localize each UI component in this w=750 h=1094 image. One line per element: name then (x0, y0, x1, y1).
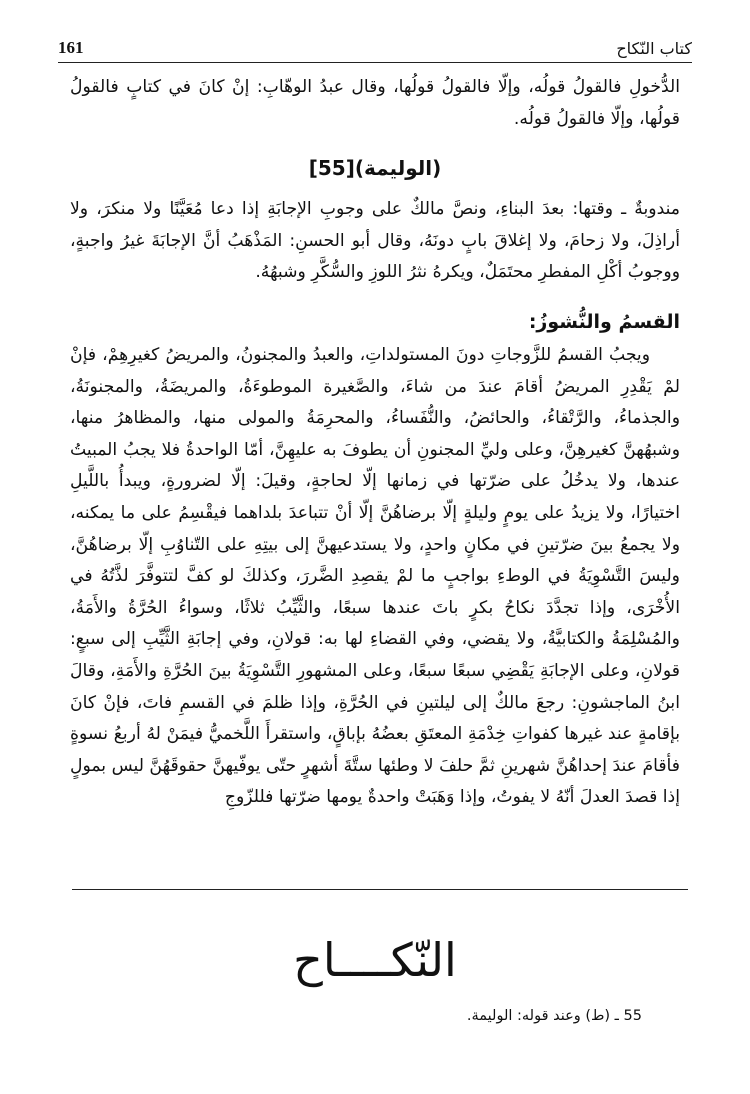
section-heading: (الوليمة)[55] (308, 156, 442, 180)
running-header (58, 28, 692, 58)
running-title: كتاب النّكاح (616, 39, 692, 58)
header-rule (58, 62, 692, 63)
footnote-rule (72, 889, 688, 890)
chapter-title-ornament: النّكــــاح (293, 933, 457, 987)
intro-paragraph-block (70, 72, 680, 135)
footnote: 55 ـ (ط) وعند قوله: الوليمة. (466, 1008, 642, 1024)
qasm-paragraph: ويجبُ القسمُ للزَّوجاتِ دونَ المستولداتِ، والعبدُ والمجنونُ، والمريضُ كغيرِهِمْ، فإنْ لمْ يَقْدِرِ المريضُ أقامَ عندَ من شاءَ، والصَّغيرة الموطوءَةُ، والمريضَةُ، والمجنونَةُ، والجذماءُ، والرَّتْقاءُ، والحائضُ، والنُّفَساءُ، والمحرِمَةُ والمولى منها، والمظاهرُ منها، وشبهُهنَّ كغيرهِنَّ، وعلى وليِّ المجنونِ أن يطوفَ به عليهِنَّ، أمّا الواحدةُ فلا يجبُ المبيتُ عندها، ولا يدخُلُ على ضرّتها في زمانها إلّا لحاجةٍ، وقيلَ: إلّا لضرورةٍ، ويبدأُ باللَّيلِ اختيارًا، ولا يزيدُ على يومٍ وليلةٍ إلّا برضاهُنَّ إلّا أنْ تتباعدَ بلداهما فيقْسِمُ على ما يمكنه، ولا يجمعُ بينَ ضرّتينِ في مكانٍ واحدٍ، ولا يستدعيهنَّ إلى بيتِهِ على التّناوُبِ إلّا برضاهُنَّ، وليسَ التَّسْوِيَةُ في الوطءِ بواجبٍ ما لمْ يقصِدِ الضَّررَ، وكذلكَ لو كفَّ لتتوفَّرَ لذَّتُهُ في الأُخْرَى، وإذا تجدَّدَ نكاحُ بكرٍ باتَ عندها سبعًا، والثَّيِّبُ ثلاثًا، وسواءُ الحُرَّةُ والأَمَةُ، والمُسْلِمَةُ والكتابيَّةُ، ولا يقضي، وفي القضاءِ لها به: قولانِ، وفي إجابَةِ الثَّيِّبِ إلى سبعٍ: قولانِ، وعلى الإجابَةِ يَقْضِي سبعًا سبعًا، وعلى المشهورِ التَّسْوِيَةُ بينَ الحُرَّةِ والأَمَةِ، وقالَ ابنُ الماجشونِ: رجعَ مالكٌ إلى ليلتينِ في الحُرَّةِ، وإذا ظلمَ في القسمِ فاتَ، فإنْ كانَ بإقامةٍ عند غيرها كفواتِ خِدْمَةِ المعتَقِ بعضُهُ بإباقٍ، واستقرأَ اللَّخميُّ فيمَنْ لهُ أربعُ نسوةٍ فأقامَ عندَ إحداهُنَّ شهرينِ ثمَّ حلفَ لا وطئها ستَّةَ أشهرٍ حتّى يوفّيهنَّ حقوقَهُنَّ ليس بمولٍ إذا قصدَ العدلَ أنّهُ لا يفوتُ، وإذا وَهَبَتْ واحدةٌ يومها ضرّتها فللزّوجِ (70, 345, 680, 808)
walima-paragraph: مندوبةٌ ـ وقتها: بعدَ البناءِ، ونصَّ مالكٌ على وجوبِ الإجابَةِ إذا دعا مُعَيَّنًا ولا منكرَ، ولا أراذِلَ، ولا زحامَ، ولا إغلاقَ بابٍ دونَهُ، وقال أبو الحسنِ: المَذْهَبُ أنَّ الإجابَةَ غيرُ واجبةٍ، ووجوبُ أكْلِ المفطرِ محتَمَلٌ، ويكرهُ نثرُ اللوزِ والسُّكَّرِ وشبهُهُ. (70, 199, 680, 283)
intro-paragraph: الدُّخولِ فالقولُ قولُه، وإلّا فالقولُ قولُها، وقال عبدُ الوهّابِ: إنْ كانَ في كتابٍ فالقولُ قولُها، وإلّا فالقولُ قولُه. (70, 77, 680, 129)
subsection-heading: القسمُ والنُّشوزُ: (528, 311, 680, 333)
walima-paragraph-block (70, 194, 680, 289)
qasm-paragraph-block (70, 340, 680, 814)
page-number: 161 (58, 38, 84, 57)
